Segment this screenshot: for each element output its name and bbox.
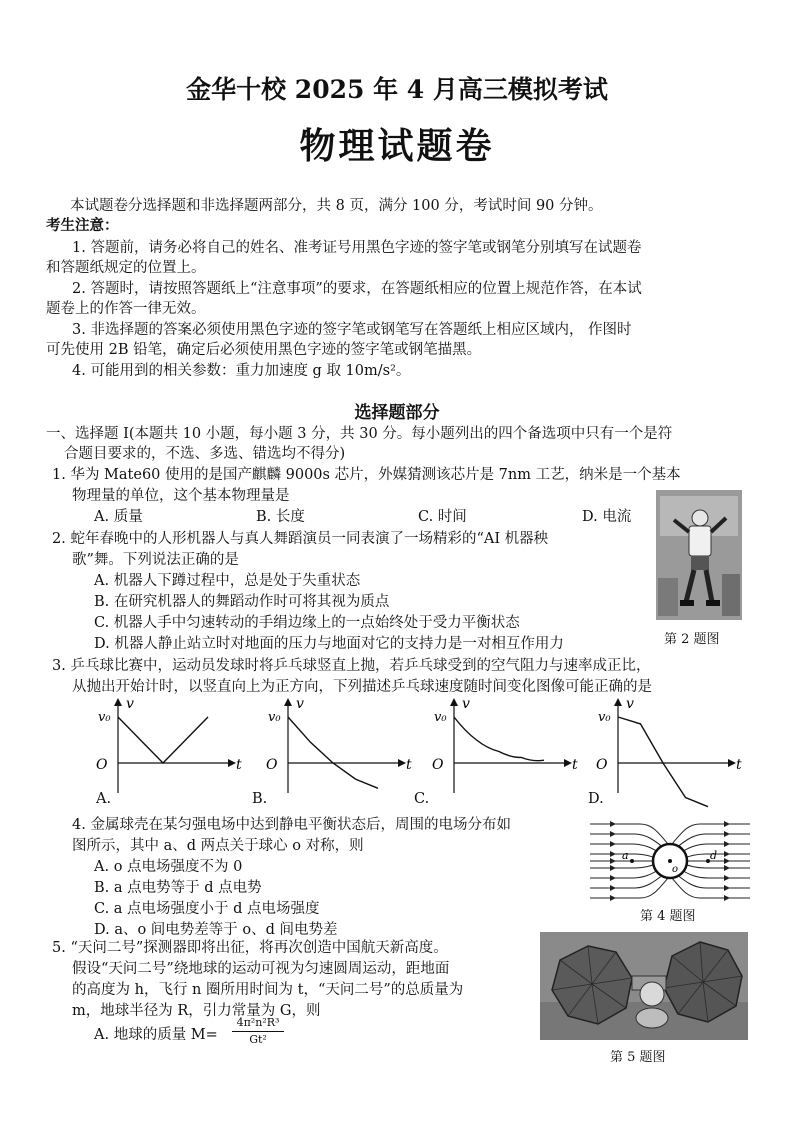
graph-c-velocity-curve: [454, 717, 544, 761]
graph-c-t-arrow: [564, 759, 572, 767]
q2-option-b: B. 在研究机器人的舞蹈动作时可将其视为质点: [94, 594, 390, 610]
graph-b-velocity-curve: [288, 717, 378, 788]
graph-b-t-arrow: [398, 759, 406, 767]
q4-option-c: C. a 点电场强度小于 d 点电场强度: [94, 901, 320, 917]
point-a-label: a: [622, 849, 629, 862]
q2-option-a: A. 机器人下蹲过程中，总是处于失重状态: [94, 573, 361, 589]
q3-option-a: A.: [96, 791, 112, 807]
q2-option-c: C. 机器人手中匀速转动的手绢边缘上的一点始终处于受力平衡状态: [94, 615, 520, 631]
graph-d-v-label: v: [626, 696, 634, 712]
graph-d-v0-label: v₀: [598, 710, 611, 725]
q4-option-d: D. a、o 间电势差等于 o、d 间电势差: [94, 922, 338, 938]
section-title: 选择题部分: [354, 403, 440, 423]
graph-d-v-arrow: [614, 698, 622, 706]
fraction-bar: [232, 1031, 284, 1032]
q1-option-c: C. 时间: [418, 509, 467, 525]
intro-text: 本试题卷分选择题和非选择题两部分，共 8 页，满分 100 分，考试时间 90 分钟。: [70, 198, 603, 214]
notice-item-2-line-1: 2. 答题时，请按照答题纸上“注意事项”的要求，在答题纸相应的位置上规范作答，在本试: [72, 281, 642, 297]
q4-option-a: A. o 点电场强度不为 0: [94, 859, 243, 875]
q5-probe-photo: [540, 932, 748, 1040]
graph-d-t-label: t: [736, 757, 742, 773]
notice-item-3-line-2: 可先使用 2B 铅笔，确定后必须使用黑色字迹的签字笔或钢笔描黑。: [46, 342, 482, 358]
notice-item-2-line-2: 题卷上的作答一律无效。: [46, 301, 206, 317]
graph-a-v-arrow: [114, 698, 122, 706]
graph-c-t-label: t: [572, 757, 578, 773]
graph-a-origin-label: O: [96, 757, 108, 773]
exam-title: 金华十校 2025 年 4 月高三模拟考试: [186, 75, 608, 104]
q2-figure-caption: 第 2 题图: [664, 632, 720, 647]
notice-item-1-line-1: 1. 答题前，请务必将自己的姓名、准考证号用黑色字迹的签字笔或钢笔分别填写在试题卷: [72, 240, 642, 256]
q2-stem-line-2: 歌”舞。下列说法正确的是: [72, 552, 239, 568]
notice-item-4: 4. 可能用到的相关参数：重力加速度 g 取 10m/s²。: [72, 363, 411, 379]
q5-figure-caption: 第 5 题图: [610, 1050, 666, 1065]
q3-stem-line-1: 3. 乒乓球比赛中，运动员发球时将乒乓球竖直上抛，若乒乓球受到的空气阻力与速率成正比，: [52, 658, 651, 674]
graph-b-v-arrow: [284, 698, 292, 706]
q3-option-c: C.: [414, 791, 430, 807]
q5-stem-line-2: 假设“天问二号”绕地球的运动可视为匀速圆周运动，距地面: [72, 961, 450, 977]
q2-stem-line-1: 2. 蛇年春晚中的人形机器人与真人舞蹈演员一同表演了一场精彩的“AI 机器秧: [52, 531, 549, 547]
q4-stem-line-1: 4. 金属球壳在某匀强电场中达到静电平衡状态后，周围的电场分布如: [72, 817, 511, 833]
section-instructions-line-1: 一、选择题 I(本题共 10 小题，每小题 3 分，共 30 分。每小题列出的四个备选项中只有一个是符: [46, 426, 673, 442]
q1-stem-line-1: 1. 华为 Mate60 使用的是国产麒麟 9000s 芯片，外媒猜测该芯片是 7nm 工艺，纳米是一个基本: [52, 467, 681, 483]
graph-c-v-label: v: [462, 696, 470, 712]
q5-stem-line-4: m，地球半径为 R，引力常量为 G，则: [72, 1003, 321, 1019]
graph-d-velocity-curve: [618, 717, 708, 807]
point-o-label: o: [672, 864, 679, 875]
graph-a-v-label: v: [126, 696, 134, 712]
q1-option-d: D. 电流: [582, 509, 632, 525]
q4-electric-field-figure: [588, 818, 752, 904]
q4-stem-line-2: 图所示，其中 a、d 两点关于球心 o 对称，则: [72, 838, 364, 854]
notice-heading: 考生注意：: [46, 217, 119, 234]
point-d-label: d: [710, 849, 718, 862]
q3-option-b: B.: [252, 791, 268, 807]
graph-c-v-arrow: [450, 698, 458, 706]
q5-stem-line-1: 5. “天问二号”探测器即将出征，将再次创造中国航天新高度。: [52, 940, 448, 956]
graph-c-origin-label: O: [432, 757, 444, 773]
graph-d-origin-label: O: [596, 757, 608, 773]
q1-stem-line-2: 物理量的单位，这个基本物理量是: [72, 488, 290, 504]
graph-a-t-arrow: [228, 759, 236, 767]
q5-option-a-prefix: A. 地球的质量 M=: [94, 1027, 218, 1043]
graph-a-v0-label: v₀: [98, 710, 111, 725]
section-instructions-line-2: 合题目要求的，不选、多选、错选均不得分): [64, 446, 346, 462]
notice-item-1-line-2: 和答题纸规定的位置上。: [46, 260, 206, 276]
graph-c-v0-label: v₀: [434, 710, 447, 725]
graph-b-v-label: v: [296, 696, 304, 712]
graph-b-v0-label: v₀: [268, 710, 281, 725]
graph-b-t-label: t: [406, 757, 412, 773]
sphere-center-dot: [668, 859, 672, 863]
notice-item-3-line-1: 3. 非选择题的答案必须使用黑色字迹的签字笔或钢笔写在答题纸上相应区域内， 作图时: [72, 322, 632, 338]
q3-velocity-graphs: [0, 692, 794, 810]
graph-a-velocity-curve: [118, 717, 208, 763]
q2-robot-photo: [656, 490, 742, 620]
q3-option-d: D.: [588, 791, 604, 807]
graph-b-origin-label: O: [266, 757, 278, 773]
point-a-dot: [630, 859, 634, 863]
q1-option-b: B. 长度: [256, 509, 305, 525]
tianwen2-probe-image: [540, 932, 748, 1040]
q5-option-a-numerator: 4π²n²R³: [236, 1016, 280, 1029]
q3-stem-line-2: 从抛出开始计时，以竖直向上为正方向，下列描述乒乓球速度随时间变化图像可能正确的是: [72, 679, 652, 695]
q5-option-a-denominator: Gt²: [249, 1033, 267, 1046]
q5-stem-line-3: 的高度为 h，飞行 n 圈所用时间为 t，“天问二号”的总质量为: [72, 982, 464, 998]
graph-a-t-label: t: [236, 757, 242, 773]
q4-option-b: B. a 点电势等于 d 点电势: [94, 880, 262, 896]
q2-option-d: D. 机器人静止站立时对地面的压力与地面对它的支持力是一对相互作用力: [94, 636, 564, 652]
graph-d-t-arrow: [728, 759, 736, 767]
q1-option-a: A. 质量: [94, 509, 143, 525]
robot-dancer-image: [656, 490, 742, 620]
paper-title: 物理试题卷: [299, 125, 495, 167]
q4-figure-caption: 第 4 题图: [640, 909, 696, 924]
